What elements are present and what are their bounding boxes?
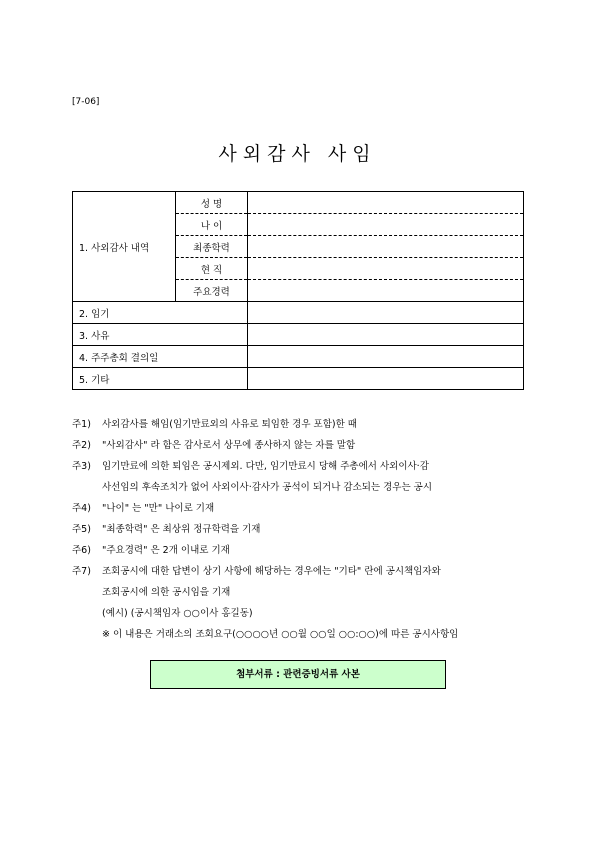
note-text: ※ 이 내용은 거래소의 조회요구(○○○○년 ○○월 ○○일 ○○:○○)에 따른 공시사항임 [102,629,459,640]
field-career-label: 주요경력 [176,280,248,302]
note-item [72,456,532,477]
note-text: "최종학력" 은 최상위 정규학력을 기재 [102,524,261,535]
row-meeting-date-value[interactable] [248,346,524,368]
disclosure-form-table [72,191,524,390]
document-title: 사외감사 사임 [218,143,377,165]
field-education-label: 최종학력 [176,236,248,258]
field-education-value[interactable] [248,236,524,258]
section1-label: 1. 사외감사 내역 [73,192,176,302]
field-age-value[interactable] [248,214,524,236]
note-text: 조회공시에 대한 답변이 상기 사항에 해당하는 경우에는 "기타" 란에 공시책임자와 [102,566,441,577]
note-item [72,498,532,519]
attachment-box: 첨부서류 : 관련증빙서류 사본 [150,660,446,689]
note-text: "주요경력" 은 2개 이내로 기재 [102,545,230,556]
notes-list [72,414,532,645]
note-text: (예시) (공시책임자 ○○이사 홍길동) [102,608,253,619]
field-age-label: 나 이 [176,214,248,236]
field-name-label: 성 명 [176,192,248,214]
note-number: 주6) [72,545,91,556]
note-number: 주5) [72,524,91,535]
document-code: [7-06] [72,97,100,107]
row-other-label: 5. 기타 [73,368,248,390]
row-term-value[interactable] [248,302,524,324]
row-term-label: 2. 임기 [73,302,248,324]
note-number: 주2) [72,440,91,451]
row-other-value[interactable] [248,368,524,390]
row-reason-label: 3. 사유 [73,324,248,346]
note-item [72,540,532,561]
field-position-label: 현 직 [176,258,248,280]
note-text: "사외감사" 라 함은 감사로서 상무에 종사하지 않는 자를 말함 [102,440,356,451]
note-number: 주4) [72,503,91,514]
note-item [72,603,532,624]
note-text: 사선임의 후속조치가 없어 사외이사·감사가 공석이 되거나 감소되는 경우는 공시 [102,482,433,493]
note-text: "나이" 는 "만" 나이로 기재 [102,503,215,514]
note-item [72,414,532,435]
note-number: 주1) [72,419,91,430]
note-item [72,582,532,603]
note-text: 사외감사를 해임(임기만료외의 사유로 퇴임한 경우 포함)한 때 [102,419,357,430]
field-position-value[interactable] [248,258,524,280]
note-item [72,624,532,645]
note-item [72,561,532,582]
note-item [72,477,532,498]
row-reason-value[interactable] [248,324,524,346]
field-career-value[interactable] [248,280,524,302]
note-number: 주3) [72,461,91,472]
note-text: 조회공시에 의한 공시임을 기재 [102,587,231,598]
note-number: 주7) [72,566,91,577]
field-name-value[interactable] [248,192,524,214]
note-item [72,435,532,456]
row-meeting-date-label: 4. 주주총회 결의일 [73,346,248,368]
note-item [72,519,532,540]
note-text: 임기만료에 의한 퇴임은 공시제외. 다만, 임기만료시 당해 주총에서 사외이사·감 [102,461,429,472]
